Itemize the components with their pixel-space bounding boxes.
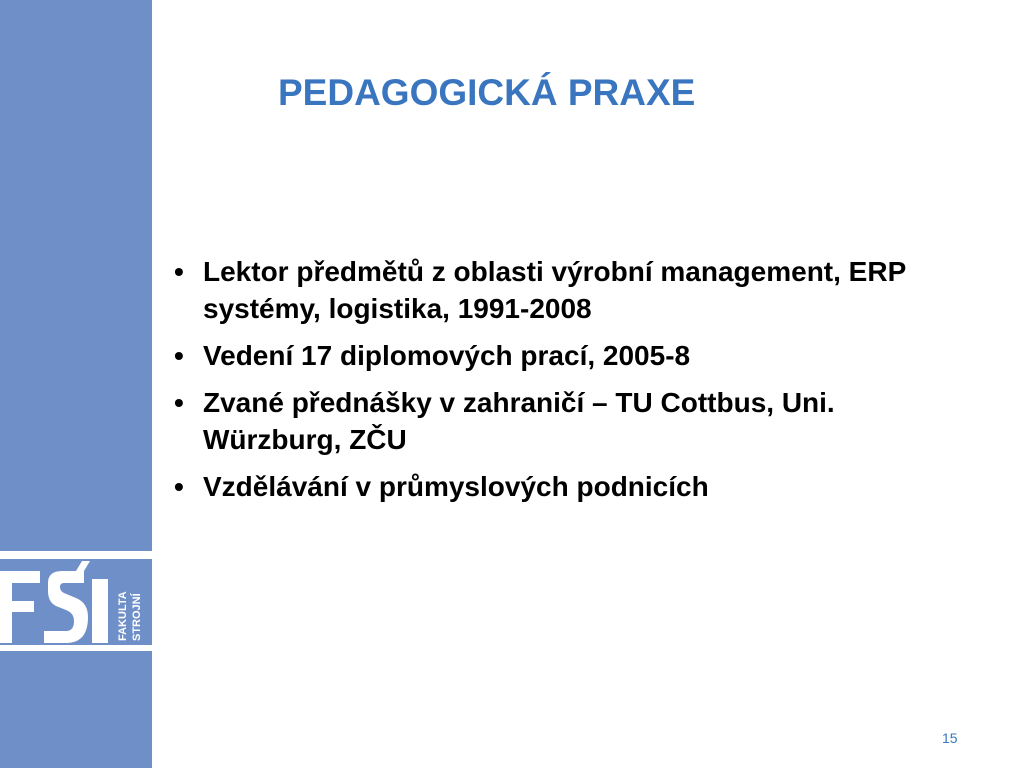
bullet-text: Lektor předmětů z oblasti výrobní management, ERP systémy, logistika, 1991-2008 [203,256,906,324]
bullet-item [172,384,932,458]
bullet-dot: • [174,340,184,371]
fsi-logo [0,551,152,651]
sidebar-band [0,0,152,768]
bullet-text: Zvané přednášky v zahraničí – TU Cottbus, Uni. Würzburg, ZČU [203,387,835,455]
bullet-dot: • [174,256,184,287]
bullet-list [172,253,932,515]
page-number: 15 [942,730,958,746]
bullet-dot: • [174,471,184,502]
bullet-item [172,253,932,327]
bullet-text: Vzdělávání v průmyslových podnicích [203,471,709,502]
slide-title: PEDAGOGICKÁ PRAXE [278,72,696,113]
bullet-dot: • [174,387,184,418]
logo-text-strojni: STROJNÍ [131,593,143,641]
bullet-item [172,468,932,505]
logo-text-fakulta: FAKULTA [117,591,129,641]
bullet-item [172,337,932,374]
bullet-text: Vedení 17 diplomových prací, 2005-8 [203,340,691,371]
